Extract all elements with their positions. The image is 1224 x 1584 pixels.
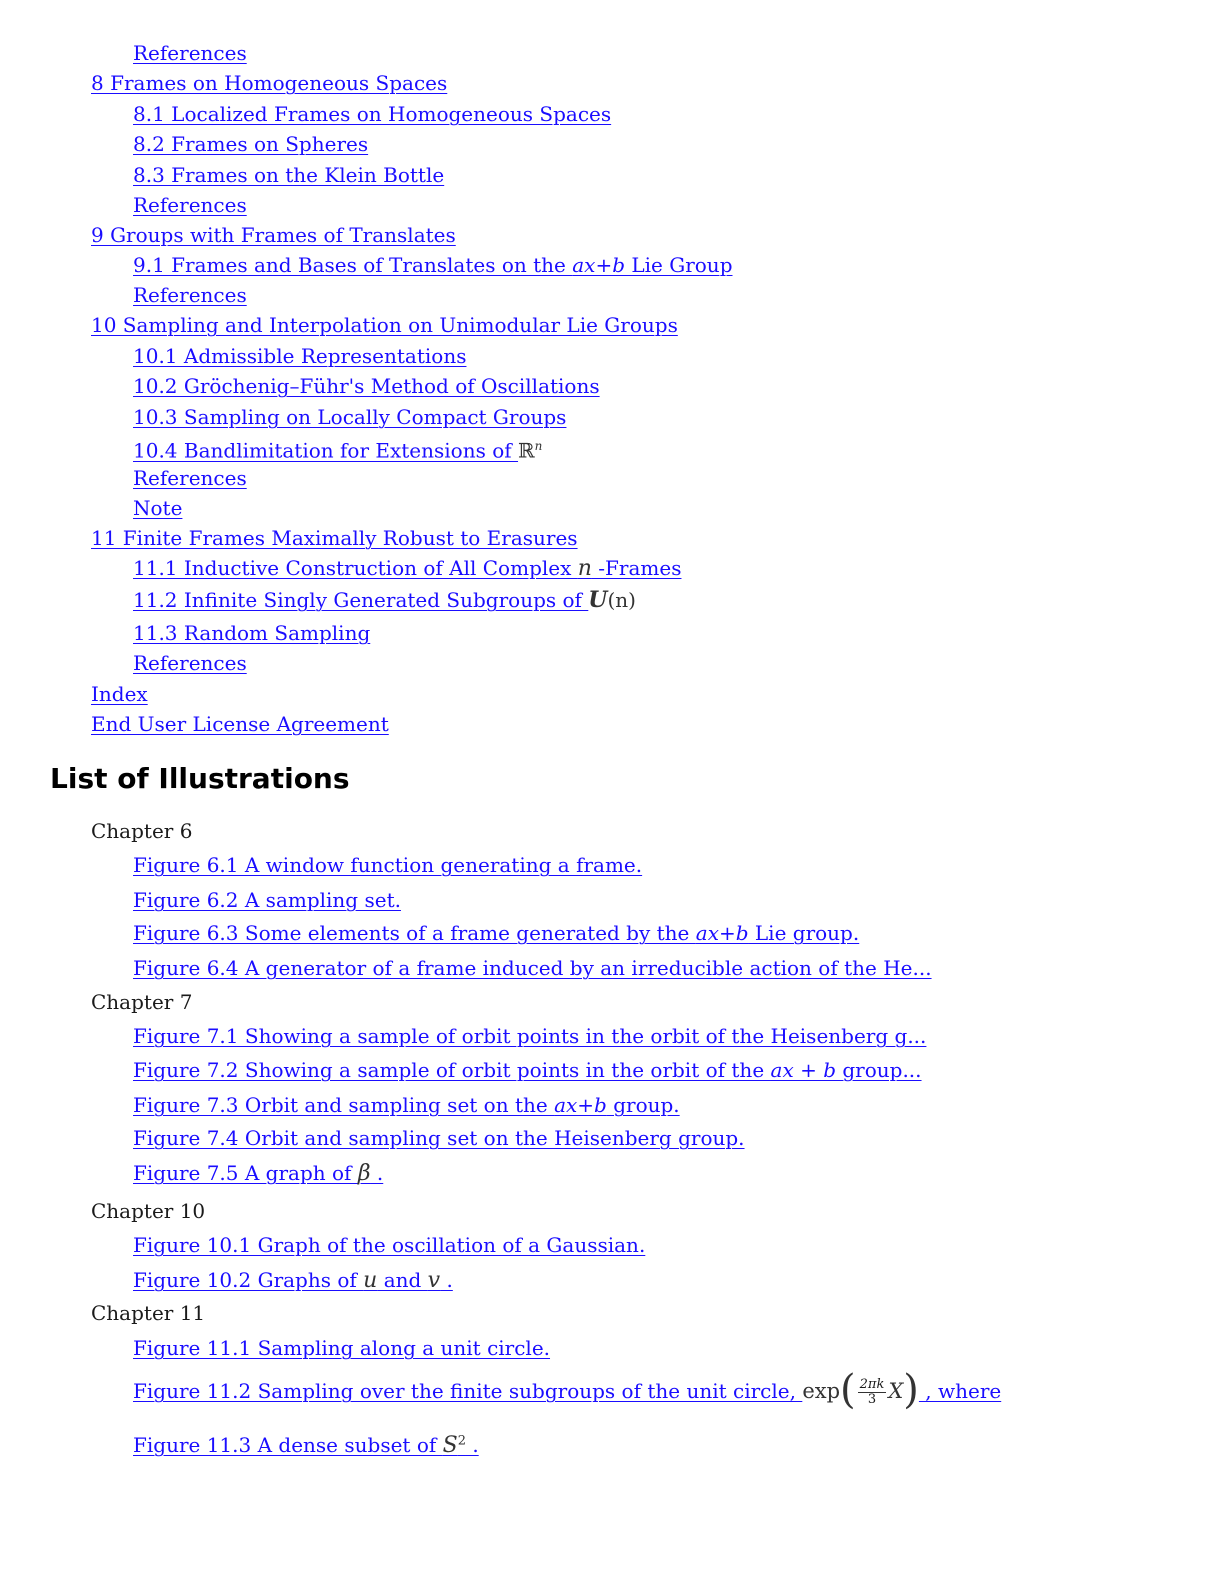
figure-10-1-entry (133, 1232, 645, 1258)
toc-link-9-1[interactable] (133, 253, 733, 277)
figure-7-2-entry (133, 1057, 922, 1083)
figure-7-2-math: ax + b (770, 1058, 836, 1082)
beta-symbol: β (357, 1161, 371, 1186)
figure-11-3-link[interactable] (133, 1433, 479, 1457)
figure-7-2-text-a: Figure 7.2 Showing a sample of orbit points in the orbit of the (133, 1058, 771, 1082)
toc-entry-9-1 (133, 252, 733, 282)
toc-link-references[interactable]: References (133, 41, 247, 65)
exp-function: exp (802, 1379, 841, 1403)
toc-link-chapter-9[interactable]: 9 Groups with Frames of Translates (91, 223, 456, 247)
toc-entry-10-3 (133, 404, 566, 434)
sphere-exponent: 2 (457, 1433, 466, 1448)
real-numbers-symbol: ℝ (518, 438, 535, 463)
right-paren: ) (903, 1366, 919, 1413)
fraction-denominator: 3 (867, 1392, 877, 1407)
toc-entry-11-2 (133, 587, 636, 617)
figure-7-3-entry (133, 1092, 680, 1118)
figure-7-5-link[interactable] (133, 1161, 383, 1185)
figure-10-2-text-a: Figure 10.2 Graphs of (133, 1268, 364, 1292)
toc-entry-10-1 (133, 343, 466, 373)
figure-7-1-entry (133, 1023, 926, 1049)
figure-6-2-entry (133, 887, 401, 913)
toc-entry-chapter-10 (91, 312, 678, 342)
toc-link-8-1[interactable]: 8.1 Localized Frames on Homogeneous Spaces (133, 102, 612, 126)
figure-10-2-link[interactable] (133, 1268, 453, 1292)
real-numbers-exponent: n (534, 439, 543, 453)
toc-link-11-1[interactable] (133, 556, 681, 580)
figure-7-2-text-b: group... (836, 1058, 922, 1082)
u-symbol: u (363, 1268, 378, 1293)
list-of-illustrations-heading: List of Illustrations (50, 762, 350, 795)
toc-link-eula[interactable]: End User License Agreement (91, 712, 389, 736)
figure-7-5-text-a: Figure 7.5 A graph of (133, 1161, 358, 1185)
figure-11-3-text-b: . (465, 1432, 479, 1457)
toc-link-chapter-8[interactable]: 8 Frames on Homogeneous Spaces (91, 71, 448, 95)
figure-7-3-text-a: Figure 7.3 Orbit and sampling set on the (133, 1093, 555, 1117)
figure-6-1-link[interactable]: Figure 6.1 A window function generating a frame. (133, 853, 643, 877)
toc-link-references[interactable]: References (133, 283, 247, 307)
toc-entry-chapter-9 (91, 222, 456, 252)
toc-entry-8-1 (133, 101, 611, 131)
toc-11-1-math: n (577, 556, 592, 581)
figure-6-3-math: ax+b (695, 921, 749, 945)
toc-entry-10-2 (133, 373, 600, 403)
figure-6-3-entry (133, 920, 859, 946)
toc-entry-references (133, 650, 247, 680)
figure-7-1-link[interactable]: Figure 7.1 Showing a sample of orbit points in the orbit of the Heisenberg g... (133, 1024, 927, 1048)
toc-entry-chapter-11 (91, 525, 578, 555)
toc-entry-references (133, 40, 247, 70)
figure-11-3-entry (133, 1428, 479, 1459)
sphere-symbol: S (442, 1432, 458, 1458)
chapter-7-label: Chapter 7 (91, 990, 193, 1014)
figure-11-3-text-a: Figure 11.3 A dense subset of (133, 1432, 443, 1457)
figure-6-2-link[interactable]: Figure 6.2 A sampling set. (133, 888, 401, 912)
figure-6-3-link[interactable] (133, 921, 859, 945)
toc-link-11-2[interactable]: 11.2 Infinite Singly Generated Subgroups of (133, 588, 589, 612)
x-symbol: X (888, 1379, 904, 1403)
figure-7-5-entry (133, 1160, 383, 1187)
toc-entry-note (133, 495, 182, 525)
toc-entry-eula (91, 711, 389, 741)
toc-entry-8-3 (133, 162, 444, 192)
figure-6-3-text-b: Lie group. (748, 921, 860, 945)
toc-11-1-text-a: 11.1 Inductive Construction of All Complex (133, 556, 578, 580)
toc-link-references[interactable]: References (133, 466, 247, 490)
unitary-group-argument (607, 588, 636, 612)
toc-link-chapter-10[interactable]: 10 Sampling and Interpolation on Unimodular Lie Groups (91, 313, 678, 337)
toc-link-references[interactable]: References (133, 651, 247, 675)
left-paren: ( (840, 1366, 856, 1413)
figure-10-2-text-b: . (440, 1268, 453, 1292)
toc-entry-11-1 (133, 555, 681, 585)
unitary-group-arg-text: (n) (607, 588, 636, 612)
figure-7-3-math: ax+b (554, 1093, 607, 1117)
figure-11-1-entry (133, 1335, 550, 1361)
figure-7-4-link[interactable]: Figure 7.4 Orbit and sampling set on the Heisenberg group. (133, 1126, 745, 1150)
toc-link-10-3[interactable]: 10.3 Sampling on Locally Compact Groups (133, 405, 567, 429)
figure-6-1-entry (133, 852, 642, 878)
figure-6-4-entry (133, 955, 932, 981)
figure-10-2-and: and (377, 1268, 428, 1292)
figure-6-3-text-a: Figure 6.3 Some elements of a frame generated by the (133, 921, 696, 945)
toc-entry-11-3 (133, 620, 370, 650)
toc-link-index[interactable]: Index (91, 682, 148, 706)
toc-9-1-math: ax+b (572, 253, 625, 277)
figure-7-3-link[interactable] (133, 1093, 680, 1117)
figure-11-2-entry (133, 1366, 1001, 1418)
toc-link-8-2[interactable]: 8.2 Frames on Spheres (133, 132, 369, 156)
figure-11-1-link[interactable]: Figure 11.1 Sampling along a unit circle. (133, 1336, 551, 1360)
toc-11-1-text-b: -Frames (591, 556, 682, 580)
fraction-2pik-over-3 (858, 1378, 887, 1407)
toc-9-1-text-a: 9.1 Frames and Bases of Translates on the (133, 253, 573, 277)
toc-link-references[interactable]: References (133, 193, 247, 217)
toc-link-10-2[interactable]: 10.2 Gröchenig–Führ's Method of Oscillations (133, 374, 600, 398)
toc-link-11-3[interactable]: 11.3 Random Sampling (133, 621, 371, 645)
figure-7-2-link[interactable] (133, 1058, 922, 1082)
figure-11-2-link-tail[interactable]: , where (918, 1379, 1002, 1403)
toc-entry-index (91, 681, 148, 711)
toc-link-10-1[interactable]: 10.1 Admissible Representations (133, 344, 467, 368)
toc-9-1-text-b: Lie Group (625, 253, 733, 277)
toc-link-chapter-11[interactable]: 11 Finite Frames Maximally Robust to Erasures (91, 526, 578, 550)
figure-10-2-entry (133, 1267, 453, 1294)
chapter-11-label: Chapter 11 (91, 1301, 206, 1325)
toc-entry-references (133, 282, 247, 312)
figure-10-1-link[interactable]: Figure 10.1 Graph of the oscillation of a Gaussian. (133, 1233, 646, 1257)
figure-7-4-entry (133, 1125, 745, 1151)
toc-link-10-4[interactable]: 10.4 Bandlimitation for Extensions of (133, 438, 519, 463)
chapter-6-label: Chapter 6 (91, 819, 193, 843)
toc-entry-references (133, 192, 247, 222)
toc-entry-10-4 (133, 433, 542, 463)
figure-11-2-link[interactable]: Figure 11.2 Sampling over the finite subgroups of the unit circle, (133, 1379, 803, 1403)
toc-entry-8-2 (133, 131, 368, 161)
figure-7-5-text-b: . (370, 1161, 384, 1185)
toc-link-8-3[interactable]: 8.3 Frames on the Klein Bottle (133, 163, 445, 187)
unitary-group-symbol: U (588, 587, 608, 613)
chapter-10-label: Chapter 10 (91, 1199, 206, 1223)
figure-7-3-text-b: group. (606, 1093, 680, 1117)
toc-link-note[interactable]: Note (133, 496, 183, 520)
toc-entry-chapter-8 (91, 70, 447, 100)
fraction-numerator: 2πk (859, 1377, 885, 1392)
figure-6-4-link[interactable]: Figure 6.4 A generator of a frame induced by an irreducible action of the He... (133, 956, 932, 980)
toc-entry-references (133, 465, 247, 495)
v-symbol: v (427, 1268, 441, 1293)
